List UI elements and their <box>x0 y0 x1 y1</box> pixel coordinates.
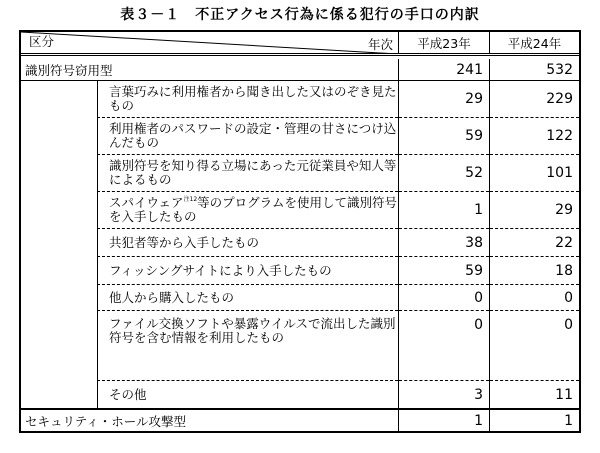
row-label: 識別符号を知り得る立場にあった元従業員や知人等によるもの <box>109 158 397 187</box>
table-row <box>97 311 579 381</box>
row-value-h23: 1 <box>399 192 489 229</box>
table-row <box>97 229 579 257</box>
table-row <box>97 381 579 408</box>
header-year-label: 年次 <box>367 36 393 52</box>
group-value-h23: 1 <box>474 412 483 429</box>
row-value-h23: 59 <box>399 257 489 285</box>
row-value-h24: 0 <box>490 285 579 311</box>
group-value-h24: 1 <box>564 412 573 429</box>
row-value-h23: 38 <box>399 229 489 257</box>
header-category: 区分 <box>29 33 55 49</box>
table-title: 表３－１ 不正アクセス行為に係る犯行の手口の内訳 <box>120 7 480 23</box>
table-row <box>97 155 579 192</box>
row-value-h24: 122 <box>490 118 579 155</box>
row-value-h23: 3 <box>474 386 483 403</box>
row-value-h24: 0 <box>490 311 579 381</box>
table-row <box>97 257 579 285</box>
row-label: その他 <box>109 386 147 402</box>
group-label: 識別符号窃用型 <box>25 62 113 78</box>
group-value-h24: 532 <box>546 61 573 78</box>
row-value-h24: 29 <box>490 192 579 229</box>
row-label: 利用権者のパスワードの設定・管理の甘さにつけ込んだもの <box>109 121 397 150</box>
row-value-h24: 18 <box>490 257 579 285</box>
group-value-h23: 241 <box>456 61 483 78</box>
header-col-h24: 平成24年 <box>507 35 562 51</box>
table-row <box>97 192 579 229</box>
row-value-h24: 22 <box>490 229 579 257</box>
header-col-h23: 平成23年 <box>417 35 471 51</box>
group-row-identifier-theft <box>21 59 579 81</box>
row-label-spyware <box>97 196 398 224</box>
table-header-row <box>21 32 579 56</box>
row-label: フィッシングサイトにより入手したもの <box>109 262 332 278</box>
row-label: 言葉巧みに利用権者から聞き出した又はのぞき見たもの <box>109 84 397 113</box>
row-value-h24: 11 <box>555 386 573 403</box>
breakdown-table <box>19 30 581 433</box>
row-label: ファイル交換ソフトや暴露ウイルスで流出した識別符号を含む情報を利用したもの <box>109 316 396 345</box>
row-value-h23: 52 <box>399 155 489 192</box>
group-row-security-hole <box>21 408 579 431</box>
row-value-h23: 59 <box>399 118 489 155</box>
row-label: 共犯者等から入手したもの <box>109 234 260 250</box>
table-row <box>97 118 579 155</box>
row-value-h23: 0 <box>399 285 489 311</box>
row-label: 他人から購入したもの <box>109 289 235 305</box>
group-label: セキュリティ・ホール攻撃型 <box>25 413 187 429</box>
row-value-h23: 0 <box>399 311 489 381</box>
row-value-h24: 101 <box>490 155 579 192</box>
row-value-h23: 29 <box>399 81 489 118</box>
table-row <box>97 81 579 118</box>
row-label-part-a: スパイウェア <box>109 195 184 210</box>
row-value-h24: 229 <box>490 81 579 118</box>
row-label-part-b: 等のプログラムを使用して識別符号を入手したもの <box>109 195 398 224</box>
table-row <box>97 285 579 311</box>
footnote-ref: 注12 <box>183 196 198 203</box>
